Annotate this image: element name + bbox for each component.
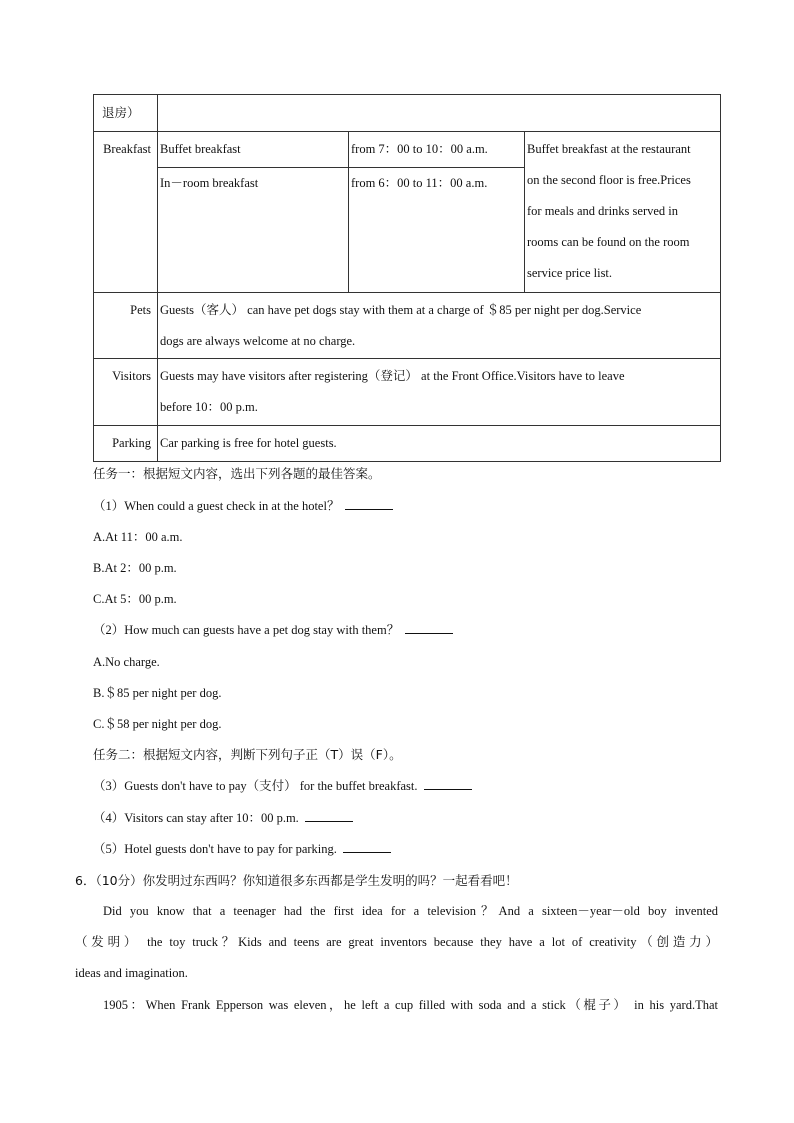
pets-content bbox=[158, 293, 721, 359]
breakfast-row bbox=[94, 132, 721, 168]
answer-blank[interactable] bbox=[345, 497, 393, 510]
section6-heading: 6．（10分）你发明过东西吗？你知道很多东西都是学生发明的吗？一起看看吧！ bbox=[75, 873, 518, 888]
question-2: （2）How much can guests have a pet dog stay with them？ bbox=[93, 620, 453, 640]
question-3: （3）Guests don't have to pay（支付） for the buffet breakfast. bbox=[93, 776, 472, 796]
passage-paragraph-2 bbox=[75, 990, 718, 1021]
buffet-breakfast-time: from 7：00 to 10：00 a.m. bbox=[349, 132, 525, 168]
parking-label: Parking bbox=[94, 426, 158, 462]
pets-label: Pets bbox=[94, 293, 158, 359]
visitors-line: Guests may have visitors after registering（登记） at the Front Office.Visitors have to leave bbox=[160, 369, 625, 383]
breakfast-note-line: service price list. bbox=[527, 266, 613, 280]
breakfast-note-line: rooms can be found on the room bbox=[527, 235, 690, 249]
parking-content: Car parking is free for hotel guests. bbox=[158, 426, 721, 462]
visitors-line: before 10：00 p.m. bbox=[160, 400, 258, 414]
checkout-content bbox=[158, 95, 721, 132]
visitors-row bbox=[94, 359, 721, 426]
in-room-breakfast-time: from 6：00 to 11：00 a.m. bbox=[349, 168, 525, 293]
q2-option-a: A.No charge. bbox=[93, 655, 160, 669]
in-room-breakfast-item: In－room breakfast bbox=[158, 168, 349, 293]
question-4: （4）Visitors can stay after 10：00 p.m. bbox=[93, 808, 353, 828]
q1-option-c: C.At 5：00 p.m. bbox=[93, 592, 177, 606]
passage-line: （发明） the toy truck？Kids and teens are great inventors because they have a lot of creativity（创造力） bbox=[75, 935, 718, 949]
task2-heading: 任务二：根据短文内容，判断下列句子正（T）误（F）。 bbox=[93, 747, 402, 762]
buffet-breakfast-item: Buffet breakfast bbox=[158, 132, 349, 168]
answer-blank[interactable] bbox=[343, 840, 391, 853]
hotel-info-table bbox=[93, 94, 721, 462]
q1-option-b: B.At 2：00 p.m. bbox=[93, 561, 177, 575]
pets-line: Guests（客人） can have pet dogs stay with them at a charge of ＄85 per night per dog.Service bbox=[160, 303, 642, 317]
breakfast-note bbox=[525, 132, 721, 293]
breakfast-note-line: Buffet breakfast at the restaurant bbox=[527, 142, 691, 156]
breakfast-label: Breakfast bbox=[94, 132, 158, 293]
passage-paragraph-1 bbox=[75, 896, 718, 989]
visitors-label: Visitors bbox=[94, 359, 158, 426]
checkout-label: 退房） bbox=[94, 95, 158, 132]
breakfast-note-line: on the second floor is free.Prices bbox=[527, 173, 691, 187]
task1-heading: 任务一：根据短文内容，选出下列各题的最佳答案。 bbox=[93, 466, 381, 481]
passage-line: 1905：When Frank Epperson was eleven，he left a cup filled with soda and a stick（棍子） in his yard.That bbox=[103, 998, 718, 1012]
q2-option-c: C.＄58 per night per dog. bbox=[93, 717, 222, 731]
visitors-content bbox=[158, 359, 721, 426]
passage-line: Did you know that a teenager had the first idea for a television？And a sixteen－year－old boy invented bbox=[103, 904, 718, 918]
question-1: （1）When could a guest check in at the hotel？ bbox=[93, 496, 393, 516]
answer-blank[interactable] bbox=[424, 777, 472, 790]
pets-row bbox=[94, 293, 721, 359]
passage-line: ideas and imagination. bbox=[75, 966, 188, 980]
parking-row bbox=[94, 426, 721, 462]
answer-blank[interactable] bbox=[305, 809, 353, 822]
q2-option-b: B.＄85 per night per dog. bbox=[93, 686, 222, 700]
question-5: （5）Hotel guests don't have to pay for parking. bbox=[93, 839, 391, 859]
breakfast-note-line: for meals and drinks served in bbox=[527, 204, 679, 218]
checkout-row bbox=[94, 95, 721, 132]
q1-option-a: A.At 11：00 a.m. bbox=[93, 530, 183, 544]
answer-blank[interactable] bbox=[405, 621, 453, 634]
pets-line: dogs are always welcome at no charge. bbox=[160, 334, 356, 348]
